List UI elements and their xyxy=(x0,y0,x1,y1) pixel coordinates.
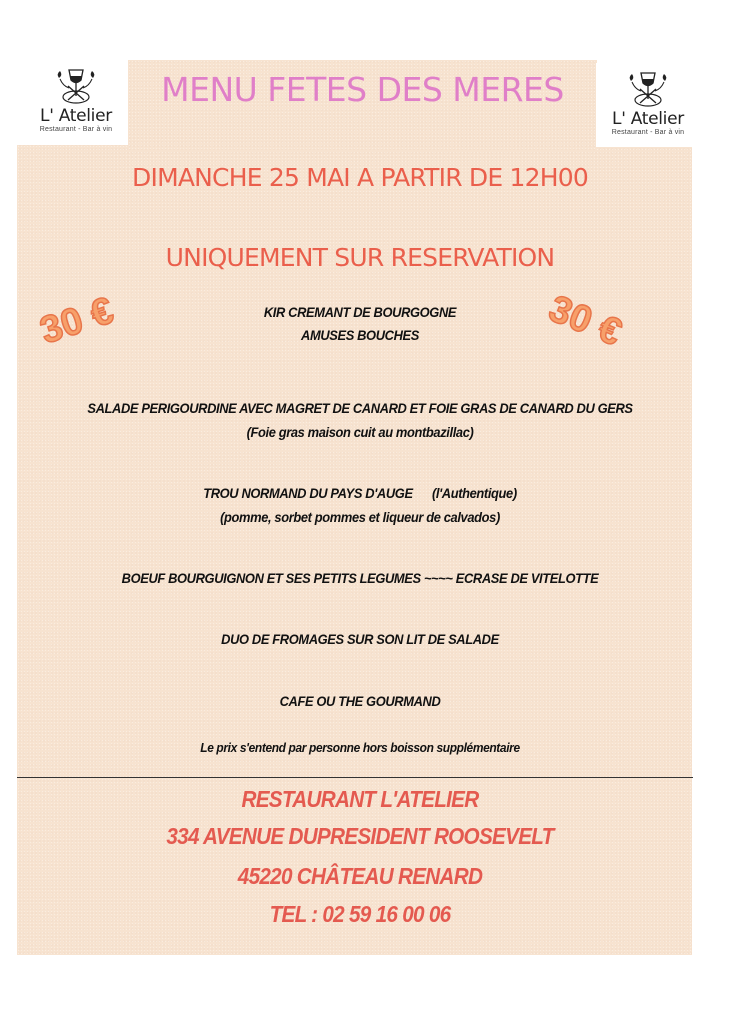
menu-main-course: BOEUF BOURGUIGNON ET SES PETITS LEGUMES ~~~~ ECRASE DE VITELOTTE xyxy=(121,570,599,586)
price-note: Le prix s'entend par personne hors boisson supplémentaire xyxy=(200,740,520,755)
wine-glass-cutlery-icon xyxy=(625,69,671,109)
restaurant-phone: TEL : 02 59 16 00 06 xyxy=(269,901,451,927)
reservation-notice: UNIQUEMENT SUR RESERVATION xyxy=(165,243,555,272)
page-title: MENU FETES DES MERES xyxy=(161,70,564,109)
restaurant-city: 45220 CHÂTEAU RENARD xyxy=(237,863,483,889)
logo-brand-name: L' Atelier xyxy=(40,106,112,126)
price-badge-left: 30 € xyxy=(35,289,119,353)
menu-dessert: CAFE OU THE GOURMAND xyxy=(279,693,441,709)
logo-tagline: Restaurant - Bar à vin xyxy=(611,129,685,136)
restaurant-street: 334 AVENUE DUPRESIDENT ROOSEVELT xyxy=(166,823,554,849)
event-date: DIMANCHE 25 MAI A PARTIR DE 12H00 xyxy=(132,163,588,192)
menu-starter-note: (Foie gras maison cuit au montbazillac) xyxy=(246,424,474,440)
logo-tagline: Restaurant - Bar à vin xyxy=(39,126,113,133)
menu-aperitif: KIR CREMANT DE BOURGOGNE xyxy=(263,304,457,320)
menu-trou-normand-note: (pomme, sorbet pommes et liqueur de calvados) xyxy=(220,509,500,525)
logo-right xyxy=(596,63,700,147)
menu-cheese: DUO DE FROMAGES SUR SON LIT DE SALADE xyxy=(221,631,499,647)
divider-line xyxy=(17,777,693,778)
logo-left xyxy=(24,60,128,144)
menu-amuse-bouche: AMUSES BOUCHES xyxy=(301,327,419,343)
wine-glass-cutlery-icon xyxy=(53,66,99,106)
menu-starter: SALADE PERIGOURDINE AVEC MAGRET DE CANARD ET FOIE GRAS DE CANARD DU GERS xyxy=(87,400,633,416)
logo-brand-name: L' Atelier xyxy=(612,109,684,129)
restaurant-name: RESTAURANT L'ATELIER xyxy=(241,786,479,812)
menu-trou-normand: TROU NORMAND DU PAYS D'AUGE (l'Authentique) xyxy=(203,485,517,501)
price-badge-right: 30 € xyxy=(543,287,628,355)
